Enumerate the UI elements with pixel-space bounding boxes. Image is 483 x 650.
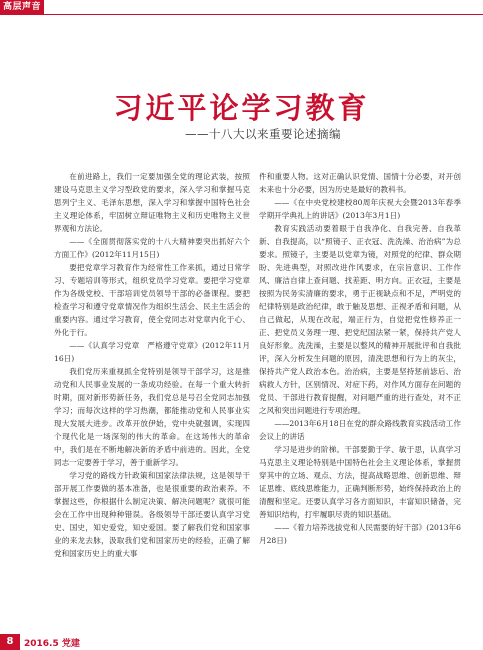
section-tag: 高层声音 [0, 0, 44, 15]
article-subtitle: ——十八大以来重要论述摘编 [185, 127, 341, 141]
page-footer [0, 634, 483, 650]
source-citation: ——《在中央党校建校80周年庆祝大会暨2013年春季学期开学典礼上的讲话》(2013年3月1日) [259, 198, 461, 220]
paragraph: 件和重要人物。这对正确认识党情、国情十分必要，对开创未来也十分必要，因为历史是最好的教科书。 [259, 172, 461, 194]
source-citation: ——2013年6月18日在党的群众路线教育实践活动工作会议上的讲话 [259, 419, 461, 441]
paragraph: 在前进路上，我们一定要加强全党的理论武装，按照建设马克思主义学习型政党的要求，深入学习和掌握马克思列宁主义、毛泽东思想，深入学习和掌握中国特色社会主义理论体系，牢固树立辩证唯物主义和历史唯物主义世界观和方法论。 [54, 172, 250, 233]
issue-label: 2016.5 党建 [24, 639, 80, 649]
left-column [54, 170, 250, 560]
source-citation: ——《认真学习党章 严格遵守党章》(2012年11月16日) [54, 341, 250, 363]
article-title: 习近平论学习教育 [113, 91, 370, 125]
right-column [259, 170, 461, 547]
source-citation: ——《全面贯彻落实党的十八大精神要突出抓好六个方面工作》(2012年11月15日) [54, 237, 250, 259]
paragraph: 学习党的路线方针政策和国家法律法规，这是领导干部开展工作要做的基本准备，也是很重要的政治素养。不掌握这些，你根据什么制定决策、解决问题呢？就很可能会在工作中出现种种错误。各级领导干部还要认真学习党史、国史，知史爱党，知史爱国。要了解我们党和国家事业的来龙去脉，汲取我们党和国家历史的经验，正确了解党和国家历史上的重大事 [54, 471, 250, 558]
source-citation: ——《着力培养选拔党和人民需要的好干部》(2013年6月28日) [259, 523, 461, 545]
paragraph: 我们党历来重视抓全党特别是领导干部学习，这是推动党和人民事业发展的一条成功经验。在每一个重大转折时期，面对新形势新任务，我们党总是号召全党同志加强学习；而每次这样的学习热潮，都能推动党和人民事业实现大发展大进步。改革开放伊始，党中央就强调，实现四个现代化是一场深刻的伟大的革命。在这场伟大的革命中，我们是在不断地解决新的矛盾中前进的。因此，全党同志一定要善于学习，善于重新学习。 [54, 367, 250, 467]
header-rule [44, 14, 483, 15]
paragraph: 教育实践活动要着眼于自我净化、自我完善、自我革新、自我提高，以“照镜子、正衣冠、洗洗澡、治治病”为总要求。照镜子，主要是以党章为镜，对照党的纪律、群众期盼、先进典型，对照改进作风要求，在宗旨意识、工作作风、廉洁自律上查问题、找差距、明方向。正衣冠，主要是按照为民务实清廉的要求，勇于正视缺点和不足，严明党的纪律特别是政治纪律，敢于触及思想、正视矛盾和问题，从自己做起，从现在改起，端正行为，自觉把党性修养正一正、把党员义务理一理、把党纪国法紧一紧，保持共产党人良好形象。洗洗澡，主要是以整风的精神开展批评和自我批评，深入分析发生问题的原因，清洗思想和行为上的灰尘，保持共产党人政治本色。治治病，主要是坚持惩前毖后、治病救人方针，区别情况、对症下药，对作风方面存在问题的党员、干部进行教育提醒，对问题严重的进行查处，对不正之风和突出问题进行专项治理。 [259, 224, 461, 415]
paragraph: 要把党章学习教育作为经常性工作来抓，通过日常学习、专题培训等形式，组织党员学习党章。要把学习党章作为各级党校、干部培训党员领导干部的必备课程。要把检查学习和遵守党章情况作为组织生活会、民主生活会的重要内容。通过学习教育，使全党同志对党章内化于心、外化于行。 [54, 263, 250, 337]
page-number: 8 [0, 634, 20, 650]
paragraph: 学习是进步的阶梯。干部要勤于学、敏于思，认真学习马克思主义理论特别是中国特色社会主义理论体系，掌握贯穿其中的立场、观点、方法，提高战略思维、创新思维、辩证思维、底线思维能力，正确判断形势，始终保持政治上的清醒和坚定。还要认真学习各方面知识，丰富知识储备，完善知识结构，打牢履职尽责的知识基础。 [259, 445, 461, 519]
